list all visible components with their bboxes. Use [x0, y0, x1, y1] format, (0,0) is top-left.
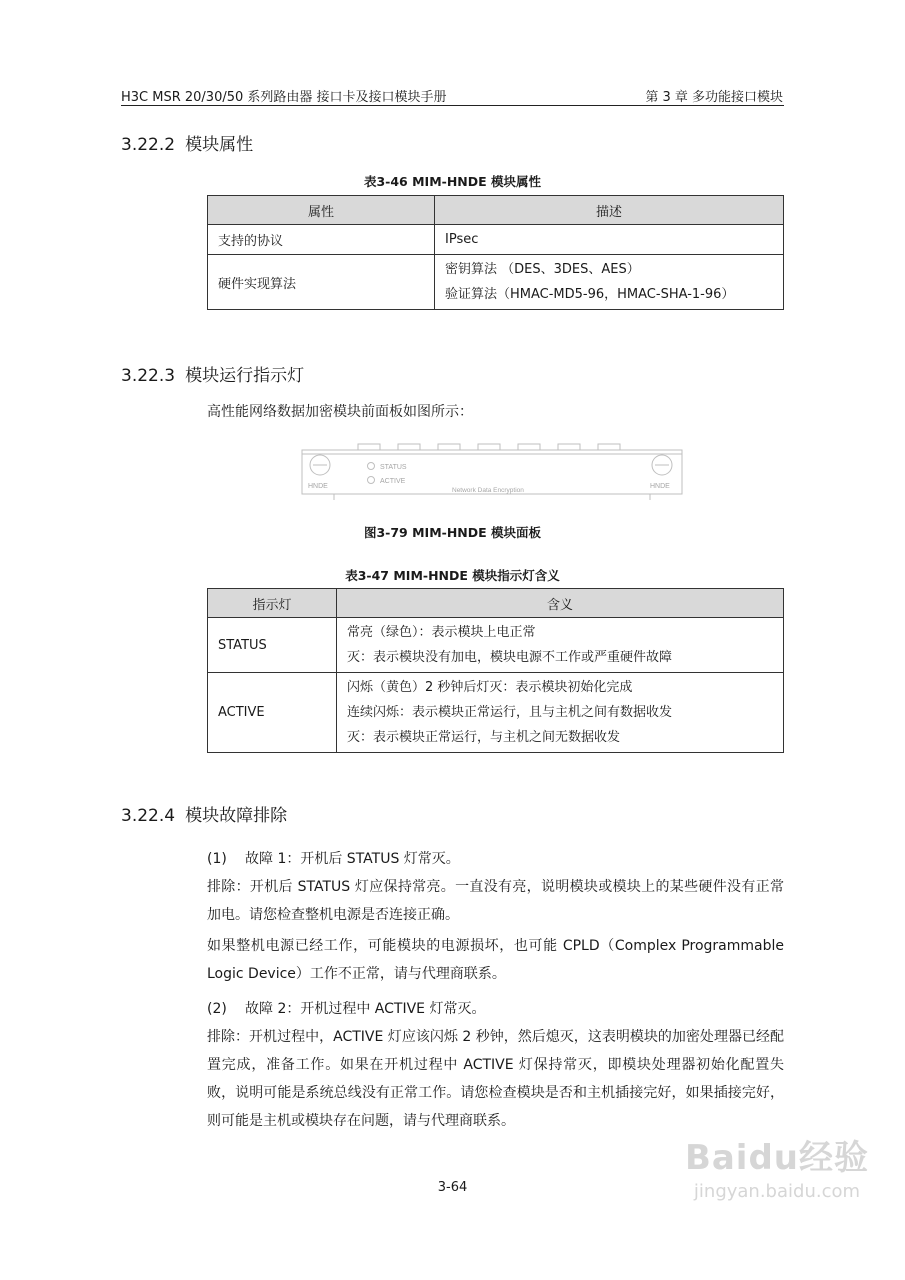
figure-caption-3-79: 图3-79 MIM-HNDE 模块面板 [363, 525, 542, 540]
cell-meaning [337, 618, 784, 673]
watermark-url: jingyan.baidu.com [693, 1181, 861, 1202]
cell-indicator: ACTIVE [208, 673, 337, 753]
meaning-line: 闪烁（黄色）2 秒钟后灯灭：表示模块初始化完成 [347, 680, 633, 695]
active-led-icon [368, 477, 375, 484]
header-divider [121, 105, 784, 106]
section-heading-3-22-4 [121, 801, 287, 826]
fault-title: 故障 2：开机过程中 ACTIVE 灯常灭。 [245, 1001, 486, 1017]
module-panel-figure [298, 440, 688, 502]
intro-paragraph: 高性能网络数据加密模块前面板如图所示： [207, 404, 473, 420]
section-heading-3-22-2 [121, 130, 253, 155]
fault-title: 故障 1：开机后 STATUS 灯常灭。 [245, 851, 460, 867]
section-heading-3-22-3 [121, 361, 304, 386]
meaning-line: 灭：表示模块没有加电，模块电源不工作或严重硬件故障 [347, 650, 673, 665]
baidu-watermark [685, 1130, 869, 1202]
table-caption-3-47: 表3-47 MIM-HNDE 模块指示灯含义 [345, 568, 560, 583]
fault-1-resolution: 排除：开机后 STATUS 灯应保持常亮。一直没有亮，说明模块或模块上的某些硬件没有正常加电。请您检查整机电源是否连接正确。 [207, 879, 784, 923]
description-line: 验证算法（HMAC-MD5-96，HMAC-SHA-1-96） [445, 287, 735, 302]
status-led-icon [368, 463, 375, 470]
cell-attribute: 支持的协议 [208, 225, 435, 255]
page-number: 3-64 [437, 1180, 468, 1195]
section-number: 3.22.4 [121, 806, 176, 826]
table-row [208, 673, 784, 753]
section-number: 3.22.3 [121, 366, 176, 386]
fault-2-resolution: 排除：开机过程中，ACTIVE 灯应该闪烁 2 秒钟，然后熄灭，这表明模块的加密处理器已经配置完成，准备工作。如果在开机过程中 ACTIVE 灯保持常灭，即模块处理器初始化配置失败，说明可能是系统总线没有正常工作。请您检查模块是否和主机插接完好，如果插接完好，则可能是主机或模块存在问题，请与代理商联系。 [207, 1029, 784, 1129]
table-indicator-meanings [207, 588, 784, 753]
fault-1-heading [207, 848, 460, 868]
panel-led-active-label: ACTIVE [380, 478, 406, 485]
panel-label-left: HNDE [308, 483, 328, 490]
panel-connector-tabs [358, 444, 620, 450]
header-doc-title: H3C MSR 20/30/50 系列路由器 接口卡及接口模块手册 [121, 90, 447, 105]
table-header-row [208, 589, 784, 618]
column-header-attribute: 属性 [208, 196, 435, 225]
table-header-row [208, 196, 784, 225]
meaning-line: 灭：表示模块正常运行，与主机之间无数据收发 [347, 730, 621, 745]
description-line: 密钥算法 （DES、3DES、AES） [445, 262, 640, 277]
table-row [208, 255, 784, 310]
fault-1-note: 如果整机电源已经工作，可能模块的电源损坏，也可能 CPLD（Complex Programmable Logic Device）工作不正常，请与代理商联系。 [207, 938, 784, 982]
section-title: 模块运行指示灯 [185, 366, 305, 386]
column-header-indicator: 指示灯 [208, 589, 337, 618]
watermark-brand: Baidu经验 [684, 1138, 869, 1178]
section-number: 3.22.2 [121, 135, 176, 155]
cell-meaning [337, 673, 784, 753]
cell-attribute: 硬件实现算法 [208, 255, 435, 310]
table-module-attributes [207, 195, 784, 310]
section-title: 模块故障排除 [185, 806, 288, 826]
fault-2-heading [207, 998, 485, 1018]
cell-indicator: STATUS [208, 618, 337, 673]
panel-caption: Network Data Encryption [452, 487, 524, 494]
cell-description: IPsec [435, 225, 784, 255]
fault-number: (1) [207, 851, 227, 867]
table-row [208, 618, 784, 673]
meaning-line: 连续闪烁：表示模块正常运行，且与主机之间有数据收发 [347, 705, 673, 720]
table-row [208, 225, 784, 255]
fault-number: (2) [207, 1001, 227, 1017]
meaning-line: 常亮（绿色）：表示模块上电正常 [347, 625, 536, 640]
cell-description [435, 255, 784, 310]
panel-label-right: HNDE [650, 483, 670, 490]
table-caption-3-46: 表3-46 MIM-HNDE 模块属性 [363, 174, 542, 189]
column-header-description: 描述 [435, 196, 784, 225]
section-title: 模块属性 [185, 135, 254, 155]
column-header-meaning: 含义 [337, 589, 784, 618]
header-chapter: 第 3 章 多功能接口模块 [645, 90, 783, 105]
panel-led-status-label: STATUS [380, 464, 407, 471]
